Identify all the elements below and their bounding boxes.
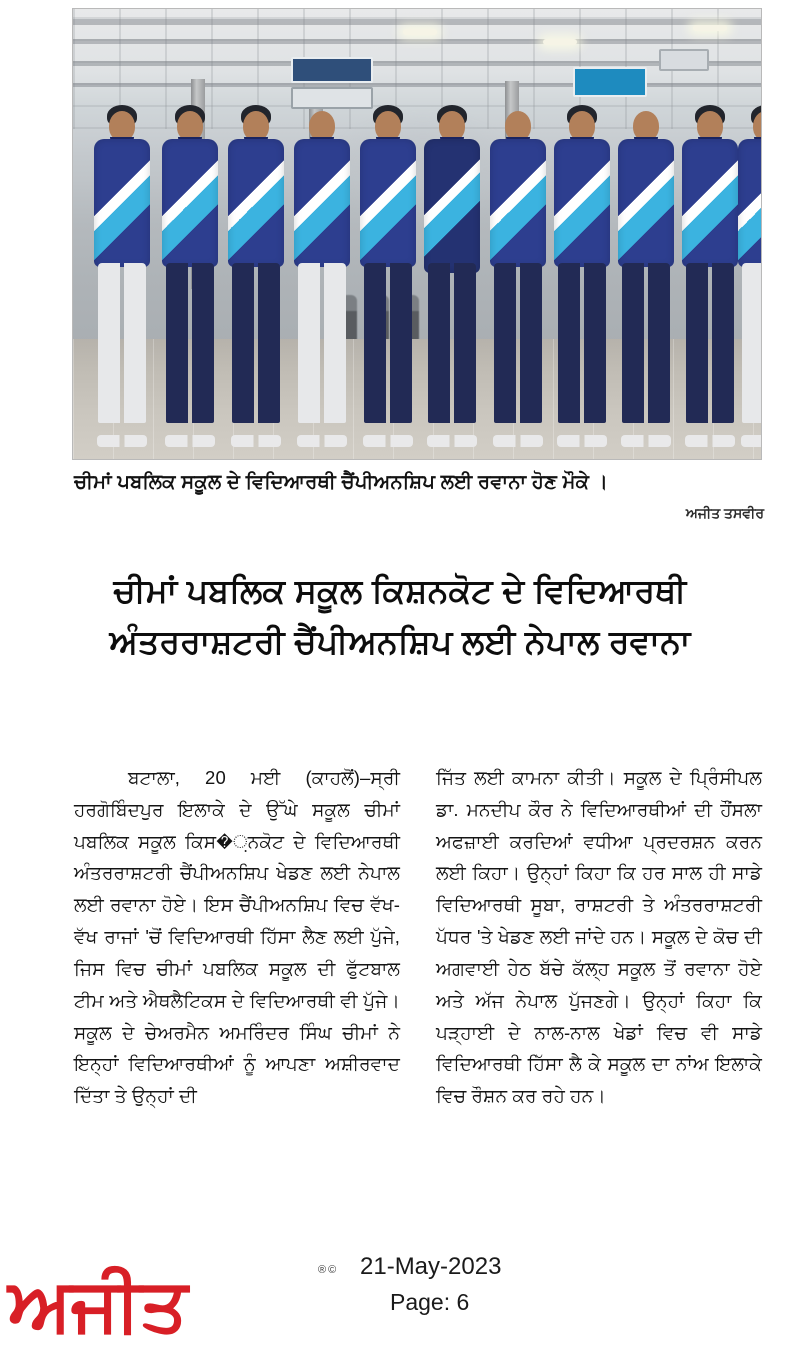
trousers (622, 263, 670, 423)
team-member (679, 111, 741, 441)
shoes (297, 435, 347, 447)
article-paragraph: ਜਿੱਤ ਲਈ ਕਾਮਨਾ ਕੀਤੀ। ਸਕੂਲ ਦੇ ਪ੍ਰਿੰਸੀਪਲ ਡਾ. ਮਨਦੀਪ ਕੌਰ ਨੇ ਵਿਦਿਆਰਥੀਆਂ ਦੀ ਹੌਂਸਲਾ ਅਫਜ਼ਾਈ ਕਰਦਿਆਂ ਵਧੀਆ ਪ੍ਰਦਰਸ਼ਨ ਕਰਨ ਲਈ ਕਿਹਾ। ਉਨ੍ਹਾਂ ਕਿਹਾ ਕਿ ਹਰ ਸਾਲ ਹੀ ਸਾਡੇ ਵਿਦਿਆਰਥੀ ਸੂਬਾ, ਰਾਸ਼ਟਰੀ ਤੇ ਅੰਤਰਰਾਸ਼ਟਰੀ ਪੱਧਰ 'ਤੇ ਖੇਡਣ ਲਈ ਜਾਂਦੇ ਹਨ। ਸਕੂਲ ਦੇ ਕੋਚ ਦੀ ਅਗਵਾਈ ਹੇਠ ਬੱਚੇ ਕੱਲ੍ਹ ਸਕੂਲ ਤੋਂ ਰਵਾਨਾ ਹੋਏ ਅਤੇ ਅੱਜ ਨੇਪਾਲ ਪੁੱਜਣਗੇ। ਉਨ੍ਹਾਂ ਕਿਹਾ ਕਿ ਪੜ੍ਹਾਈ ਦੇ ਨਾਲ-ਨਾਲ ਖੇਡਾਂ ਵਿਚ ਵੀ ਸਾਡੇ ਵਿਦਿਆਰਥੀ ਹਿੱਸਾ ਲੈ ਕੇ ਸਕੂਲ ਦਾ ਨਾਂਅ ਇਲਾਕੇ ਵਿਚ ਰੌਸ਼ਨ ਕਰ ਰਹੇ ਹਨ। (436, 767, 762, 1107)
shoes (557, 435, 607, 447)
publication-date: 21-May-2023 (360, 1253, 502, 1280)
team-jersey (424, 139, 480, 273)
headline-line-1: ਚੀਮਾਂ ਪਬਲਿਕ ਸਕੂਲ ਕਿਸ਼ਨਕੋਟ ਦੇ ਵਿਦਿਆਰਥੀ (113, 572, 687, 609)
trousers (742, 263, 762, 423)
trademark-marks: ®© (318, 1264, 339, 1276)
photo-credit: ਅਜੀਤ ਤਸਵੀਰ (685, 505, 764, 521)
team-jersey (682, 139, 738, 267)
team-member (357, 111, 419, 441)
station-sign-board (573, 67, 647, 97)
article-column-2 (436, 762, 762, 1112)
team-jersey (294, 139, 350, 267)
team-jersey (162, 139, 218, 267)
shoes (493, 435, 543, 447)
shoes (685, 435, 735, 447)
team-jersey (490, 139, 546, 267)
team-jersey (618, 139, 674, 267)
team-jersey (228, 139, 284, 267)
team-jersey (94, 139, 150, 267)
trousers (558, 263, 606, 423)
station-sign-board (291, 87, 373, 109)
ceiling-light-icon (693, 25, 727, 31)
article-photo (72, 8, 762, 460)
team-member (291, 111, 353, 441)
trousers (166, 263, 214, 423)
ceiling-light-icon (543, 39, 577, 45)
article-body (74, 762, 764, 1112)
trousers (98, 263, 146, 423)
station-sign-board (291, 57, 373, 83)
newspaper-logo: ਅਜੀਤ (8, 1263, 187, 1346)
team-jersey (360, 139, 416, 267)
photo-caption: ਚੀਮਾਂ ਪਬਲਿਕ ਸਕੂਲ ਦੇ ਵਿਦਿਆਰਥੀ ਚੈਂਪੀਅਨਸ਼ਿਪ ਲਈ ਰਵਾਨਾ ਹੋਣ ਮੌਕੇ । (74, 471, 609, 493)
roof-beam (73, 39, 761, 44)
article-paragraph: ਬਟਾਲਾ, 20 ਮਈ (ਕਾਹਲੋਂ)–ਸ੍ਰੀ ਹਰਗੋਬਿੰਦਪੁਰ ਇਲਾਕੇ ਦੇ ਉੱਘੇ ਸਕੂਲ ਚੀਮਾਂ ਪਬਲਿਕ ਸਕੂਲ ਕਿਸ�਼ਨਕੋਟ ਦੇ ਵਿਦਿਆਰਥੀ ਅੰਤਰਰਾਸ਼ਟਰੀ ਚੈਂਪੀਅਨਸ਼ਿਪ ਖੇਡਣ ਲਈ ਨੇਪਾਲ ਲਈ ਰਵਾਨਾ ਹੋਏ। ਇਸ ਚੈਂਪੀਅਨਸ਼ਿਪ ਵਿਚ ਵੱਖ-ਵੱਖ ਰਾਜਾਂ 'ਚੋਂ ਵਿਦਿਆਰਥੀ ਹਿੱਸਾ ਲੈਣ ਲਈ ਪੁੱਜੇ, ਜਿਸ ਵਿਚ ਚੀਮਾਂ ਪਬਲਿਕ ਸਕੂਲ ਦੀ ਫੁੱਟਬਾਲ ਟੀਮ ਅਤੇ ਐਥਲੈਟਿਕਸ ਦੇ ਵਿਦਿਆਰਥੀ ਵੀ ਪੁੱਜੇ। ਸਕੂਲ ਦੇ ਚੇਅਰਮੈਨ ਅਮਰਿੰਦਰ ਸਿੰਘ ਚੀਮਾਂ ਨੇ ਇਨ੍ਹਾਂ ਵਿਦਿਆਰਥੀਆਂ ਨੂੰ ਆਪਣਾ ਅਸ਼ੀਰਵਾਦ ਦਿੱਤਾ ਤੇ ਉਨ੍ਹਾਂ ਦੀ (74, 767, 400, 1107)
headline-line-2: ਅੰਤਰਰਾਸ਼ਟਰੀ ਚੈਂਪੀਅਨਸ਼ਿਪ ਲਈ ਨੇਪਾਲ ਰਵਾਨਾ (109, 623, 691, 661)
team-member (225, 111, 287, 441)
ceiling-light-icon (403, 29, 437, 35)
shoes (621, 435, 671, 447)
station-sign-board (659, 49, 709, 71)
team-jersey (738, 139, 762, 267)
shoes (741, 435, 762, 447)
shoes (363, 435, 413, 447)
shoes (165, 435, 215, 447)
team-member (615, 111, 677, 441)
article-column-1 (74, 762, 400, 1112)
shoes (97, 435, 147, 447)
team-member (735, 111, 762, 441)
photo-scene (73, 9, 761, 459)
shoes (231, 435, 281, 447)
roof-beam (73, 83, 761, 87)
roof-beam (73, 19, 761, 25)
trousers (686, 263, 734, 423)
trousers (298, 263, 346, 423)
page-number: Page: 6 (390, 1289, 470, 1315)
team-jersey (554, 139, 610, 267)
trousers (364, 263, 412, 423)
trousers (494, 263, 542, 423)
trousers (232, 263, 280, 423)
shoes (427, 435, 477, 447)
team-coach (421, 111, 483, 441)
team-member (487, 111, 549, 441)
team-member (159, 111, 221, 441)
team-member (551, 111, 613, 441)
article-headline (40, 565, 760, 667)
team-member (91, 111, 153, 441)
roof-beam (73, 61, 761, 66)
trousers (428, 263, 476, 423)
